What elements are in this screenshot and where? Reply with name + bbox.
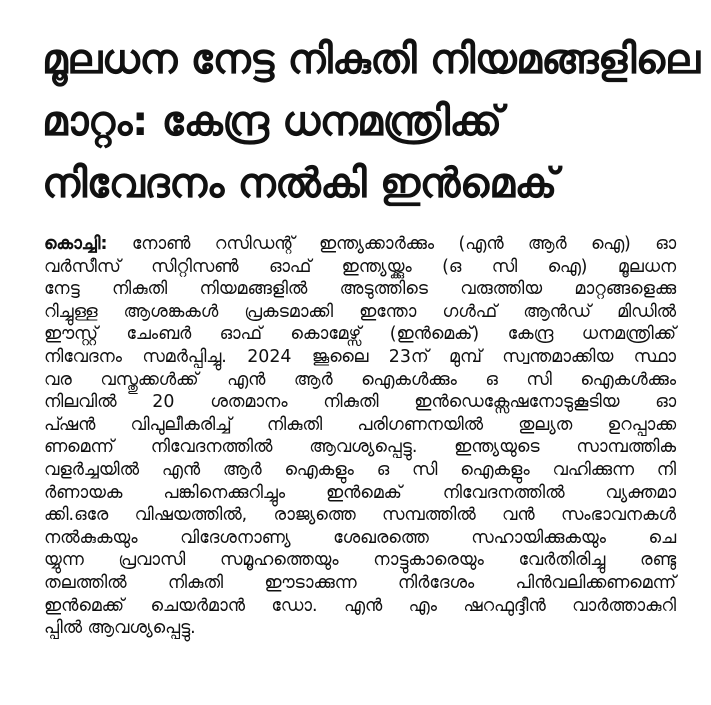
headline-line-3: നിവേദനം നൽകി ഇൻമെക് [42,159,557,207]
body-line-1 [44,233,676,256]
body-line-14: നൽകുകയും വിദേശനാണ്യ ശേഖരത്തെ സഹായിക്കുകയും ചെ [44,527,676,548]
body-line-6: നിവേദനം സമർപ്പിച്ചു. 2024 ജൂലൈ 23ന് മുമ്പ് സ്വന്തമാക്കിയ സ്ഥാ [44,346,676,367]
body-line-13: ക്കി.ഒരേ വിഷയത്തിൽ, രാജ്യത്തെ സമ്പത്തിൽ വൻ സംഭാവനകൾ [44,505,676,526]
body-line-18: പ്പിൽ ആവശ്യപ്പെട്ടു. [44,618,196,639]
headline [42,28,702,214]
dateline: കൊച്ചി: [44,234,108,254]
body-line-9: പ്ഷൻ വിപുലീകരിച്ച് നികുതി പരിഗണനയിൽ തുല്യത ഉറപ്പാക്ക [44,414,676,435]
article-body [44,233,676,640]
body-line-11: വളർച്ചയിൽ എൻ ആർ ഐകളും ഒ സി ഐകളും വഹിക്കുന്ന നി [44,459,676,480]
body-line-17: ഇൻമെക്ക് ചെയർമാൻ ഡോ. എൻ എം ഷറഫുദ്ദീൻ വാർത്താകുറി [44,595,676,616]
body-line-12: ർണായക പങ്കിനെക്കുറിച്ചും ഇൻമെക് നിവേദനത്തിൽ വ്യക്തമാ [44,482,676,503]
body-line-10: ണമെന്ന് നിവേദനത്തിൽ ആവശ്യപ്പെട്ടു. ഇന്ത്യയുടെ സാമ്പത്തിക [44,437,676,458]
body-line-3: നേട്ട നികുതി നിയമങ്ങളിൽ അടുത്തിടെ വരുത്തിയ മാറ്റങ്ങളെക്കു [44,279,676,300]
body-line-16: തലത്തിൽ നികുതി ഈടാക്കുന്ന നിർദേശം പിൻവലിക്കണമെന്ന് [44,572,676,593]
body-line-8: നിലവിൽ 20 ശതമാനം നികുതി ഇൻഡെക്സേഷനോടുകൂടിയ ഓ [44,392,676,413]
body-line-5: ഈസ്റ്റ് ചേംബർ ഓഫ് കൊമേഴ്സ് (ഇൻമെക്) കേന്ദ്ര ധനമന്ത്രിക്ക് [44,324,676,345]
headline-line-2: മാറ്റം: കേന്ദ്ര ധനമന്ത്രിക്ക് [42,97,502,145]
body-line-4: റിച്ചുള്ള ആശങ്കകൾ പ്രകടമാക്കി ഇന്തോ ഗൾഫ് ആൻഡ് മിഡിൽ [44,301,676,322]
headline-line-1: മൂലധന നേട്ട നികുതി നിയമങ്ങളിലെ [42,35,700,83]
body-line-1-text: നോൺ റസിഡന്റ് ഇന്ത്യക്കാർക്കും (എൻ ആർ ഐ) ഓ [107,234,676,254]
body-line-7: വര വസ്തുക്കൾക്ക് എൻ ആർ ഐകൾക്കും ഒ സി ഐകൾക്കും [44,369,676,390]
body-line-2: വർസീസ് സിറ്റിസൺ ഓഫ് ഇന്ത്യയ്ക്കും (ഒ സി ഐ) മൂലധന [44,256,676,277]
body-line-15: യ്യുന്ന പ്രവാസി സമൂഹത്തെയും നാട്ടുകാരെയും വേർതിരിച്ചു രണ്ടു [44,550,676,571]
